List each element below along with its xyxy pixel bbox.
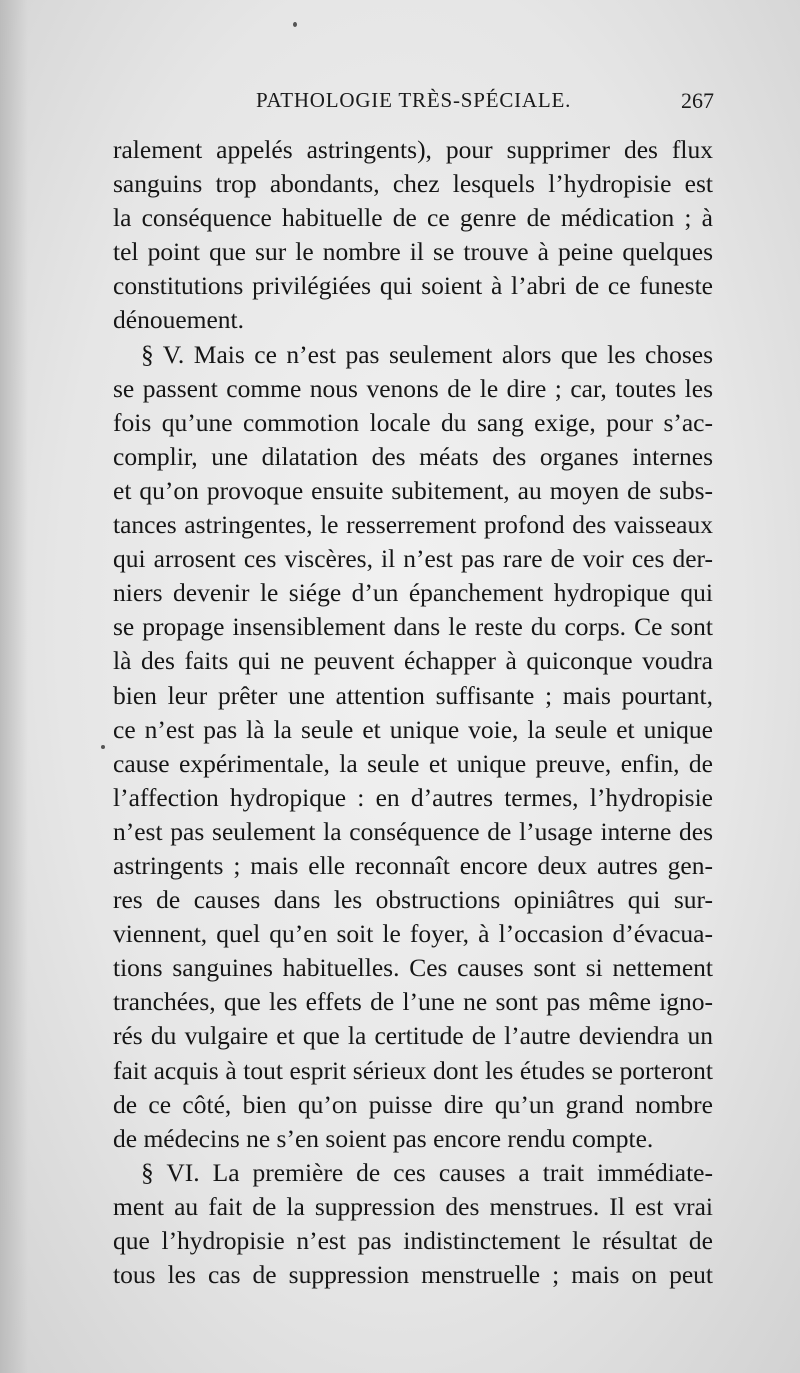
text-line: niers devenir le siége d’un épanchement hydropique qui [113, 578, 713, 608]
text-line: cause expérimentale, la seule et unique preuve, enfin, de [113, 748, 713, 778]
text-line: la conséquence habituelle de ce genre de médication ; à [113, 203, 713, 233]
text-line: viennent, quel qu’en soit le foyer, à l’occasion d’évacua- [113, 919, 713, 949]
text-line: tranchées, que les effets de l’une ne sont pas même igno- [113, 987, 713, 1017]
body-text [113, 133, 713, 1292]
text-line: se passent comme nous venons de le dire ; car, toutes les [113, 373, 713, 403]
text-line: de ce côté, bien qu’on puisse dire qu’un grand nombre [113, 1089, 713, 1119]
text-line: tel point que sur le nombre il se trouve à peine quelques [113, 237, 713, 267]
text-line: se propage insensiblement dans le reste du corps. Ce sont [113, 612, 713, 642]
running-title: PATHOLOGIE TRÈS-SPÉCIALE. [256, 88, 572, 112]
ink-speck [101, 745, 105, 749]
running-header [110, 88, 714, 122]
text-line: fois qu’une commotion locale du sang exige, pour s’ac- [113, 407, 713, 437]
text-line: rés du vulgaire et que la certitude de l’autre deviendra un [113, 1021, 713, 1051]
section-heading-line: § VI. La première de ces causes a trait immédiate- [141, 1157, 713, 1187]
text-line: bien leur prêter une attention suffisante ; mais pourtant, [113, 680, 713, 710]
page-gutter-shadow [0, 0, 28, 1373]
text-line: sanguins trop abondants, chez lesquels l’hydropisie est [113, 169, 713, 199]
ink-speck [293, 22, 297, 27]
text-line: et qu’on provoque ensuite subitement, au moyen de subs- [113, 475, 713, 505]
text-line: res de causes dans les obstructions opiniâtres qui sur- [113, 885, 713, 915]
text-line: tions sanguines habituelles. Ces causes sont si nettement [113, 953, 713, 983]
text-line: fait acquis à tout esprit sérieux dont les études se porteront [113, 1055, 713, 1085]
text-line: ment au fait de la suppression des menstrues. Il est vrai [113, 1191, 713, 1221]
text-line: tances astringentes, le resserrement profond des vaisseaux [113, 510, 713, 540]
text-line: constitutions privilégiées qui soient à l’abri de ce funeste [113, 271, 713, 301]
text-line: ralement appelés astringents), pour supprimer des flux [113, 135, 713, 164]
text-line: que l’hydropisie n’est pas indistinctement le résultat de [113, 1226, 713, 1255]
paragraph-end-line: de médecins ne s’en soient pas encore rendu compte. [113, 1123, 654, 1153]
text-line: l’affection hydropique : en d’autres termes, l’hydropisie [113, 782, 713, 812]
paragraph-end-line: dénouement. [113, 305, 244, 335]
text-line: tous les cas de suppression menstruelle ; mais on peut [113, 1260, 713, 1290]
text-line: n’est pas seulement la conséquence de l’usage interne des [113, 816, 713, 846]
page-number: 267 [681, 88, 714, 113]
section-heading-line: § V. Mais ce n’est pas seulement alors que les choses [141, 339, 713, 369]
text-line: là des faits qui ne peuvent échapper à quiconque voudra [113, 646, 713, 676]
text-line: complir, une dilatation des méats des organes internes [113, 441, 713, 471]
text-line: qui arrosent ces viscères, il n’est pas rare de voir ces der- [113, 544, 713, 574]
text-line: ce n’est pas là la seule et unique voie, la seule et unique [113, 714, 713, 744]
text-line: astringents ; mais elle reconnaît encore deux autres gen- [113, 850, 713, 880]
